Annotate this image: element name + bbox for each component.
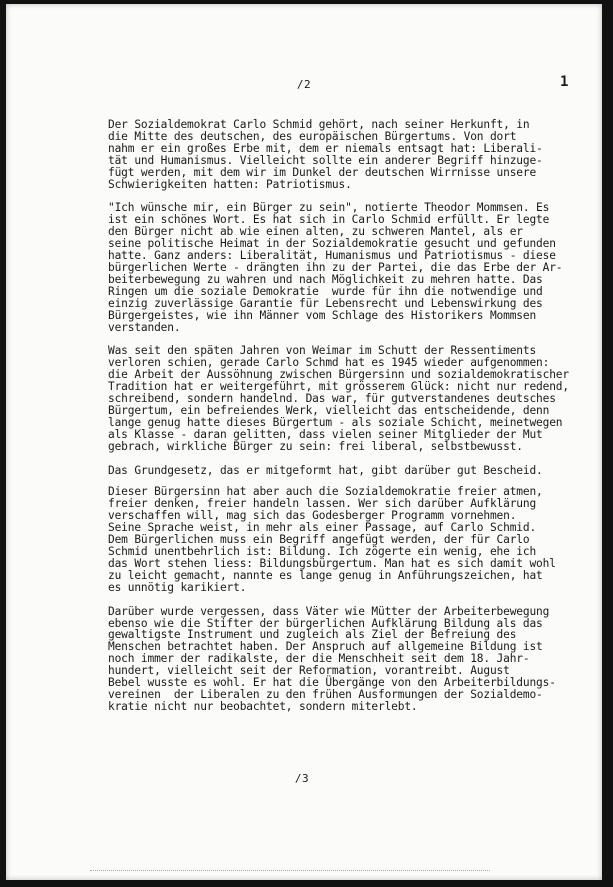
text-line: noch immer der radikalste, der die Menschheit seit dem 18. Jahr- [108, 652, 530, 666]
text-line: nahm er ein großes Erbe mit, dem er niemals entsagt hat: Liberali- [108, 141, 543, 155]
text-line: freier denken, freier handeln lassen. Wer sich darüber Aufklärung [108, 497, 537, 511]
text-line: die Arbeit der Aussöhnung zwischen Bürgersinn und sozialdemokratischer [108, 368, 569, 382]
text-line: vereinen der Liberalen zu den frühen Ausformungen der Sozialdemo- [108, 687, 543, 701]
text-line: hatte. Ganz anders: Liberalität, Humanismus und Patriotismus - diese [108, 249, 556, 263]
scan-artifact [90, 870, 490, 877]
paragraph-4 [108, 465, 593, 477]
text-line: Tradition hat er weitergeführt, mit grösserem Glück: nicht nur redend, [108, 380, 569, 394]
paragraph-6 [108, 606, 593, 713]
text-line: Der Sozialdemokrat Carlo Schmid gehört, nach seiner Herkunft, in [108, 118, 530, 131]
text-line: seine politische Heimat in der Sozialdemokratie gesucht und gefunden [108, 237, 556, 251]
text-line: verloren schien, gerade Carlo Schmd hat es 1945 wieder aufgenommen: [108, 356, 550, 370]
paragraph-1 [108, 119, 593, 190]
text-line: fügt werden, mit dem wir im Dunkel der deutschen Wirrnisse unsere [108, 165, 537, 179]
text-line: verschaffen will, mag sich das Godesberger Programm vornehmen. [108, 509, 517, 523]
text-line: Das Grundgesetz, das er mitgeformt hat, gibt darüber gut Bescheid. [108, 463, 543, 477]
text-line: gewaltigste Instrument und zugleich als Ziel der Befreiung des [108, 628, 517, 642]
text-line: lange genug hatte dieses Bürgertum - als soziale Schicht, meinetwegen [108, 415, 563, 429]
text-line: als Klasse - daran gelitten, dass vielen seiner Mitglieder der Mut [108, 427, 543, 441]
page-number: /2 [296, 78, 312, 91]
text-line: kratie nicht nur beobachtet, sondern miterlebt. [108, 699, 418, 713]
text-line: tät und Humanismus. Vielleicht sollte ein anderer Begriff hinzuge- [108, 153, 543, 167]
text-line: verstanden. [108, 320, 181, 334]
text-line: Was seit den späten Jahren von Weimar im Schutt der Ressentiments [108, 344, 537, 358]
text-line: das Wort stehen liess: Bildungsbürgertum. Man hat es sich damit wohl [108, 556, 556, 570]
text-line: Schmid unentbehrlich ist: Bildung. Ich zögerte ein wenig, ehe ich [108, 545, 537, 558]
text-line: Menschen betrachtet haben. Der Anspruch auf allgemeine Bildung ist [108, 640, 543, 654]
text-line: "Ich wünsche mir, ein Bürger zu sein", notierte Theodor Mommsen. Es [108, 201, 550, 215]
text-line: ist ein schönes Wort. Es hat sich in Carlo Schmid erfüllt. Er legte [108, 213, 550, 227]
text-line: einzig zuverlässige Garantie für Lebensrecht und Lebenswirkung des [108, 296, 543, 310]
text-line: bürgerlichen Werte - drängten ihn zu der Partei, die das Erbe der Ar- [108, 260, 563, 274]
text-line: schreibend, sondern handelnd. Das war, für gutverstandenes deutsches [108, 392, 556, 406]
next-page-marker: /3 [294, 772, 310, 785]
text-line: die Mitte des deutschen, des europäischen Bürgertums. Von dort [108, 129, 517, 143]
text-line: Bürgertum, ein befreiendes Werk, vielleicht das entscheidende, denn [108, 403, 550, 417]
text-line: Ringen um die soziale Demokratie wurde für ihn die notwendige und [108, 284, 543, 298]
corner-mark: 1 [560, 74, 569, 90]
text-line: es unnötig karikiert. [108, 580, 247, 594]
text-line: Darüber wurde vergessen, dass Väter wie Mütter der Arbeiterbewegung [108, 604, 550, 618]
text-line: den Bürger nicht ab wie einen alten, zu schweren Mantel, als er [108, 225, 523, 239]
text-line: hundert, vielleicht seit der Reformation, vorantreibt. August [108, 664, 510, 678]
text-line: beiterbewegung zu wahren und nach Möglichkeit zu mehren hatte. Das [108, 272, 543, 286]
text-line: Dem Bürgerlichen muss ein Begriff angefügt werden, der für Carlo [108, 533, 530, 547]
text-line: Schwierigkeiten hatten: Patriotismus. [108, 177, 352, 191]
text-line: Seine Sprache weist, in mehr als einer Passage, auf Carlo Schmid. [108, 521, 537, 535]
paragraph-5 [108, 486, 593, 593]
body-text [108, 119, 593, 725]
text-line: Bürgergeistes, wie ihn Männer vom Schlage des Historikers Mommsen [108, 308, 537, 322]
text-line: zu leicht gemacht, nannte es lange genug in Anführungszeichen, hat [108, 568, 543, 582]
text-line: ebenso wie die Stifter der bürgerlichen Aufklärung Bildung als das [108, 616, 543, 630]
paragraph-2 [108, 202, 593, 333]
text-line: Bebel wusste es wohl. Er hat die Übergänge von den Arbeiterbildungs- [108, 676, 556, 690]
text-line: Dieser Bürgersinn hat aber auch die Sozialdemokratie freier atmen, [108, 485, 543, 499]
text-line: gebrach, wirkliche Bürger zu sein: frei liberal, selbstbewusst. [108, 439, 523, 453]
paragraph-3 [108, 345, 593, 452]
